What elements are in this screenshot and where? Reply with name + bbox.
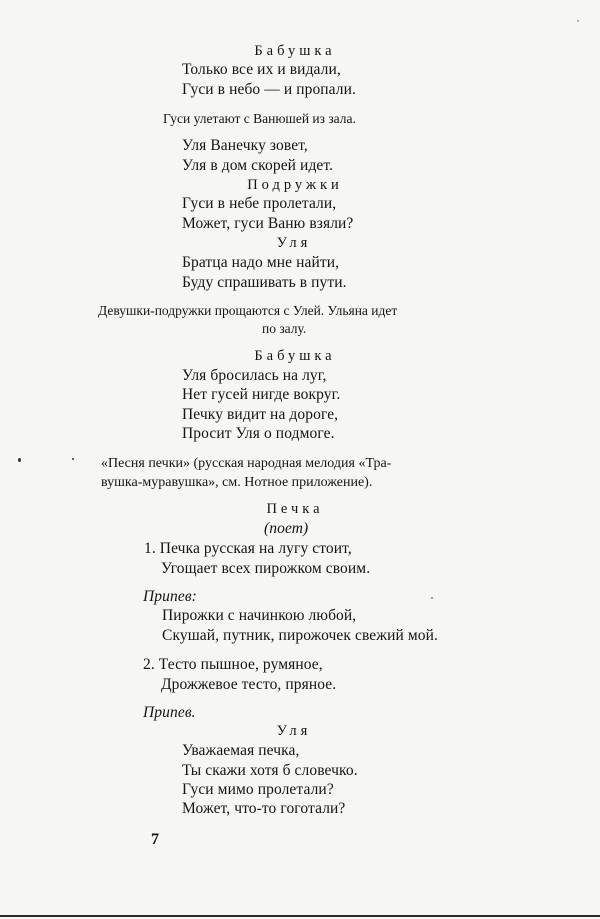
verse-line: 1. Печка русская на лугу стоит, xyxy=(144,540,352,557)
chorus-line: Пирожки с начинкою любой, xyxy=(162,607,357,624)
speaker-podruzhki: Подружки xyxy=(247,177,343,193)
scan-speck xyxy=(72,458,74,460)
verse-line: Уля в дом скорей идет. xyxy=(182,157,334,174)
verse-line: Печку видит на дороге, xyxy=(182,406,339,423)
verse-line: Гуси мимо пролетали? xyxy=(182,781,334,798)
speaker-ulya-1: Уля xyxy=(276,235,312,251)
verse-line: Только все их и видали, xyxy=(182,61,341,78)
verse-line: Угощает всех пирожком своим. xyxy=(161,560,371,577)
song-note: «Песня печки» (русская народная мелодия «Тра- xyxy=(101,456,392,471)
speaker-babushka-2: Бабушка xyxy=(254,348,336,364)
verse-line: Может, гуси Ваню взяли? xyxy=(182,215,354,232)
page-bottom-edge xyxy=(0,915,600,917)
verse-line: Ты скажи хотя б словечко. xyxy=(182,762,358,779)
verse-line: Гуси в небо — и пропали. xyxy=(182,81,357,98)
verse-line: Уважаемая печка, xyxy=(182,742,300,759)
verse-line: Братца надо мне найти, xyxy=(182,254,340,271)
verse-line: Буду спрашивать в пути. xyxy=(182,274,347,291)
verse-line: Просит Уля о подмоге. xyxy=(182,425,335,442)
chorus-label: Припев: xyxy=(143,588,197,605)
scan-speck xyxy=(18,458,21,462)
verse-line: Гуси в небе пролетали, xyxy=(182,195,337,212)
stage-direction-2-cont: по залу. xyxy=(262,321,307,336)
verse-line: Уля Ванечку зовет, xyxy=(182,137,308,154)
speaker-ulya-2: Уля xyxy=(276,723,312,739)
verse-line: Нет гусей нигде вокруг. xyxy=(182,386,341,403)
stage-direction-1: Гуси улетают с Ванюшей из зала. xyxy=(163,111,356,126)
chorus-label-2: Припев. xyxy=(143,704,196,721)
song-note-cont: вушка-муравушка», см. Нотное приложение). xyxy=(101,475,373,490)
verse-line: Может, что-то гоготали? xyxy=(182,800,346,817)
stage-note-sings: (поет) xyxy=(264,520,309,537)
verse-line: 2. Тесто пышное, румяное, xyxy=(143,656,323,673)
chorus-line: Скушай, путник, пирожочек свежий мой. xyxy=(162,627,438,644)
verse-line: Уля бросилась на луг, xyxy=(182,367,327,384)
speaker-pechka: Печка xyxy=(266,501,324,517)
verse-line: Дрожжевое тесто, пряное. xyxy=(161,676,337,693)
scan-speck xyxy=(577,20,579,22)
stage-direction-2: Девушки-подружки прощаются с Улей. Ульяна идет xyxy=(98,303,398,318)
page-number: 7 xyxy=(151,831,159,848)
speaker-babushka-1: Бабушка xyxy=(254,43,336,59)
scan-speck xyxy=(431,597,433,599)
